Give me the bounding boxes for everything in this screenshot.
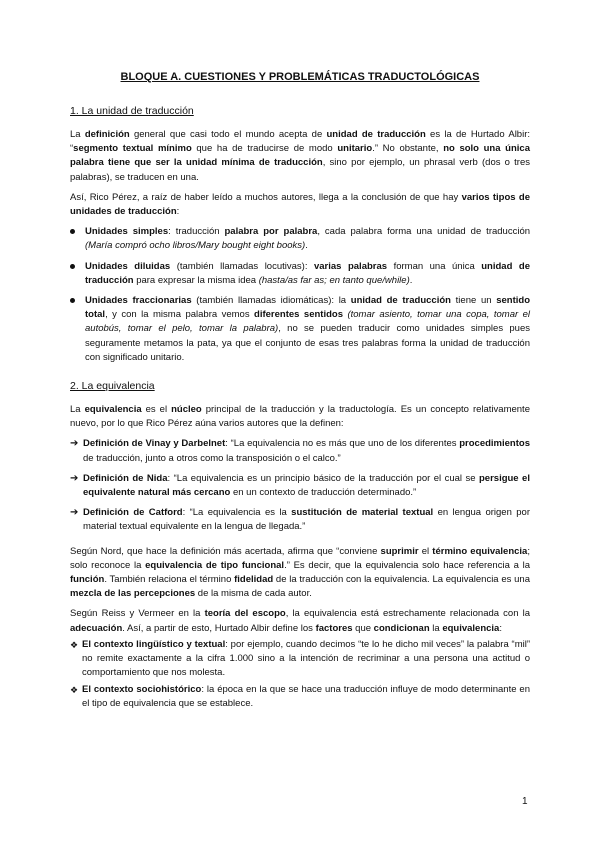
list-item-text: Definición de Catford: “La equivalencia es la sustitución de material textual en lengua origen por material textual equivalente en la lengua de llegada.” xyxy=(83,507,530,533)
list-item-text: Unidades diluidas (también llamadas locutivas): varias palabras forman una única unidad de traducción para expresar la misma idea (hasta/as far as; en tanto que/while). xyxy=(85,260,530,286)
list-item-text: Definición de Nida: “La equivalencia es un principio básico de la traducción por el cual se persigue el equivalente natural más cercano en un contexto de traducción determinado.” xyxy=(83,472,530,499)
section-1-paragraph-2: Así, Rico Pérez, a raíz de haber leído a muchos autores, llega a la conclusión de que hay varios tipos de unidades de traducción: xyxy=(70,191,530,218)
diamond-bullet-icon: ❖ xyxy=(70,639,79,650)
arrow-right-icon: ➔ xyxy=(70,472,79,484)
bullet-icon xyxy=(70,229,75,234)
arrow-right-icon: ➔ xyxy=(70,438,79,450)
factors-list xyxy=(70,638,530,711)
diamond-bullet-icon: ❖ xyxy=(70,684,79,695)
list-item-text: El contexto sociohistórico: la época en la que se hace una traducción influye de modo determinante en el tipo de equivalencia que se establece. xyxy=(82,683,530,709)
arrow-right-icon: ➔ xyxy=(70,507,79,519)
page-number: 1 xyxy=(522,796,528,807)
document-title: BLOQUE A. CUESTIONES Y PROBLEMÁTICAS TRADUCTOLÓGICAS xyxy=(120,71,480,83)
list-item-text: Unidades simples: traducción palabra por palabra, cada palabra forma una unidad de traducción (María compró ocho libros/Mary bought eight books). xyxy=(85,226,531,252)
section-1-paragraph-1: La definición general que casi todo el mundo acepta de unidad de traducción es la de Hurtado Albir: “segmento textual mínimo que ha de traducirse de modo unitario.” No obstante, no solo una única palabra tiene que ser la unidad mínima de traducción, sino por ejemplo, un phrasal verb (dos o tres palabras), se traducen en una. xyxy=(70,129,530,183)
list-item xyxy=(70,294,530,365)
section-2-paragraph-2: Según Nord, que hace la definición más acertada, afirma que “conviene suprimir el término equivalencia; solo reconoce la equivalencia de tipo funcional.” Es decir, que la equivalencia solo hace referencia a la función. También relaciona el término fidelidad de la traducción con la equivalencia. La equivalencia es una mezcla de las percepciones de la misma de cada autor. xyxy=(70,545,530,600)
list-item xyxy=(70,260,530,288)
section-2-paragraph-3: Según Reiss y Vermeer en la teoría del escopo, la equivalencia está estrechamente relacionada con la adecuación. Así, a partir de esto, Hurtado Albir define los factores que condicionan la equivalencia: xyxy=(70,608,531,634)
bullet-icon xyxy=(70,298,75,303)
definitions-list xyxy=(70,437,530,534)
list-item-text: El contexto lingüístico y textual: por ejemplo, cuando decimos “te lo he dicho mil veces” la palabra “mil” no remite exactamente a la cifra 1.000 sino a la intención de recriminar a una persona una actitud o comportamiento que nos molesta. xyxy=(82,638,530,679)
list-item xyxy=(70,638,530,681)
section-1-heading: 1. La unidad de traducción xyxy=(70,105,194,117)
list-item xyxy=(70,437,530,465)
bullet-icon xyxy=(70,264,75,269)
list-item xyxy=(70,472,530,500)
document-page xyxy=(70,70,530,713)
section-2-paragraph-1: La equivalencia es el núcleo principal de la traducción y la traductología. Es un concepto relativamente nuevo, por lo que Rico Pérez aúna varios autores que la definen: xyxy=(70,404,530,430)
unit-types-list xyxy=(70,225,530,365)
list-item xyxy=(70,683,530,711)
list-item-text: Definición de Vinay y Darbelnet: “La equivalencia no es más que uno de los diferentes procedimientos de traducción, junto a otros como la transposición o el calco.” xyxy=(83,438,530,464)
list-item-text: Unidades fraccionarias (también llamadas idiomáticas): la unidad de traducción tiene un sentido total, y con la misma palabra vemos diferentes sentidos (tomar asiento, tomar una copa, tomar el autobús, tomar el pelo, tomar la palabra), no se pueden traducir como unidades simples pues seguramente metamos la pata, ya que el conjunto de esas tres palabras forma la unidad de traducción con significado unitario. xyxy=(85,295,531,363)
list-item xyxy=(70,506,530,534)
section-2-heading: 2. La equivalencia xyxy=(70,380,155,393)
list-item xyxy=(70,225,530,253)
